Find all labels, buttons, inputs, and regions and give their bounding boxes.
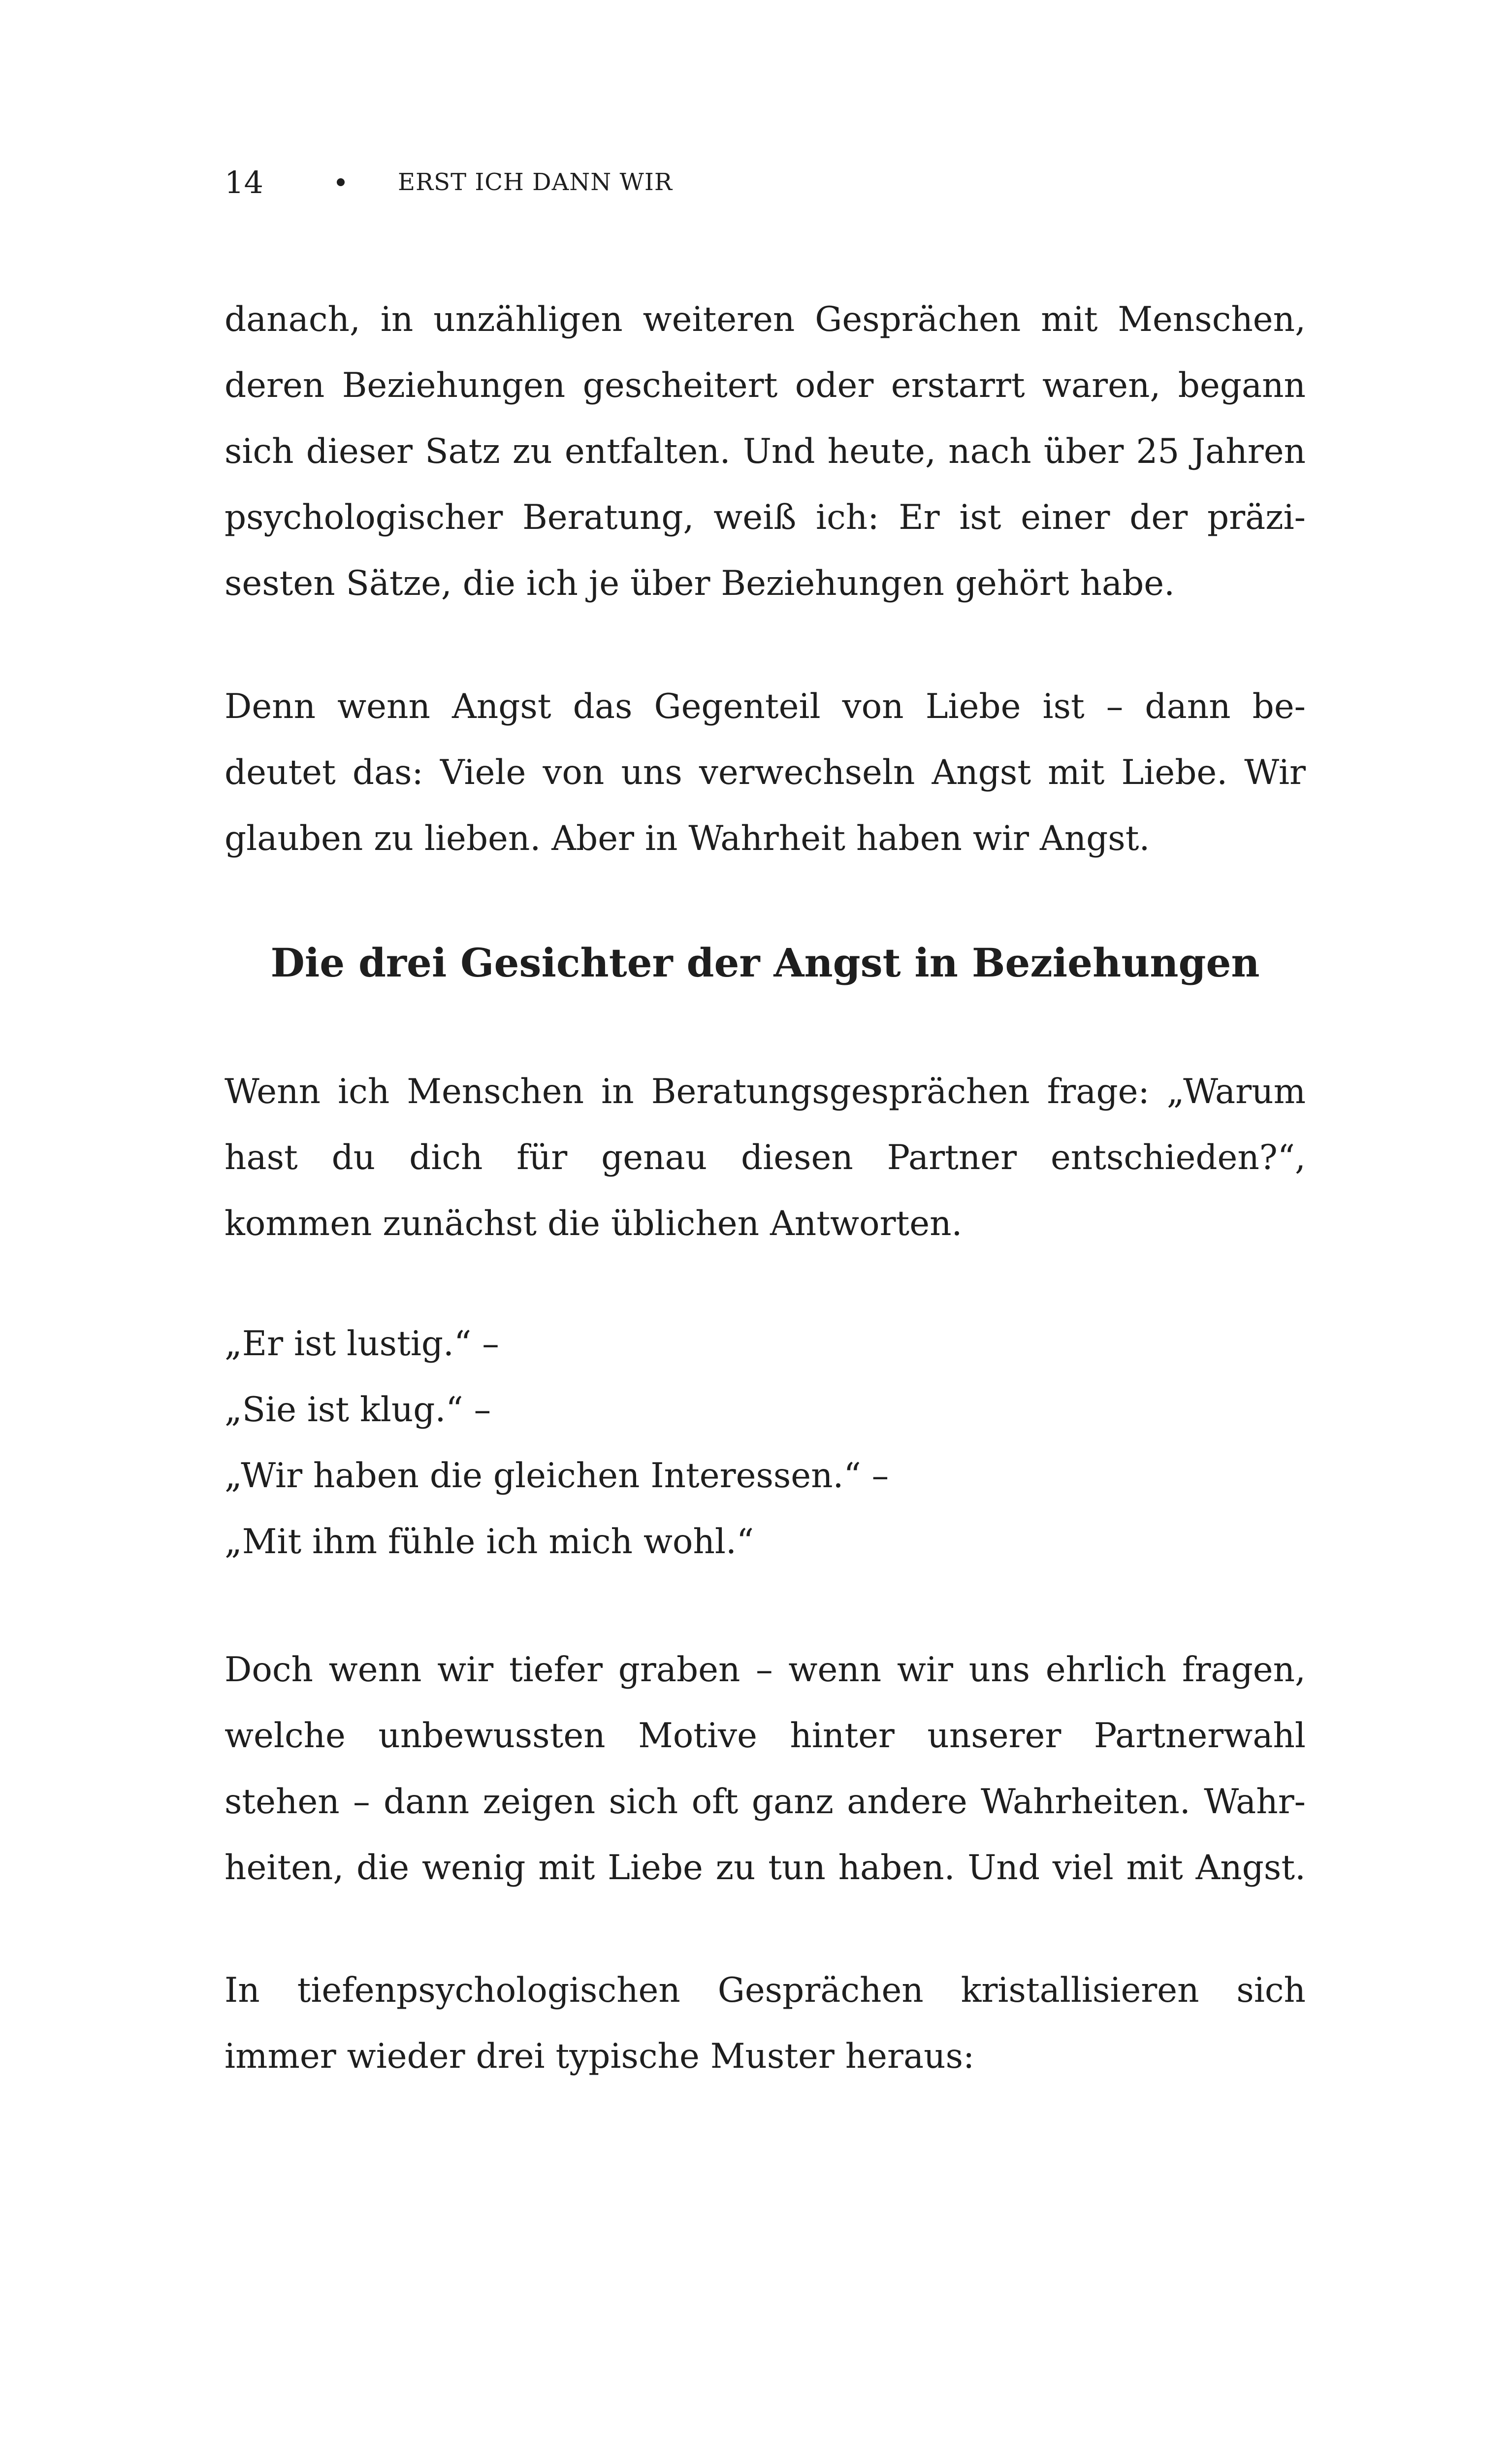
running-head (225, 163, 1308, 202)
text-line: Doch wenn wir tiefer graben – wenn wir uns ehrlich fragen, (225, 1650, 1306, 1690)
paragraph-1 (225, 287, 1306, 617)
paragraph-3 (225, 1059, 1306, 1257)
text-line: welche unbewussten Motive hinter unserer Partnerwahl (225, 1716, 1306, 1756)
page-number: 14 (225, 164, 263, 200)
text-line: sich dieser Satz zu entfalten. Und heute, nach über 25 Jahren (225, 432, 1306, 471)
text-line: immer wieder drei typische Muster heraus: (225, 2037, 975, 2076)
quote-item: „Mit ihm fühle ich mich wohl.“ (225, 1522, 754, 1562)
quote-list (225, 1311, 1306, 1575)
text-line: psychologischer Beratung, weiß ich: Er ist einer der präzi- (225, 498, 1306, 537)
quote-item: „Sie ist klug.“ – (225, 1390, 491, 1430)
text-line: glauben zu lieben. Aber in Wahrheit haben wir Angst. (225, 819, 1150, 858)
text-line: In tiefenpsychologischen Gesprächen kristallisieren sich (225, 1971, 1306, 2010)
quote-item: „Er ist lustig.“ – (225, 1324, 499, 1364)
section-heading: Die drei Gesichter der Angst in Beziehungen (270, 940, 1260, 986)
running-head-title: ERST ICH DANN WIR (398, 168, 673, 196)
text-line: Wenn ich Menschen in Beratungsgesprächen frage: „Warum (225, 1072, 1306, 1111)
text-line: deutet das: Viele von uns verwechseln Angst mit Liebe. Wir (225, 753, 1306, 792)
text-line: sesten Sätze, die ich je über Beziehungen gehört habe. (225, 564, 1175, 603)
text-line: heiten, die wenig mit Liebe zu tun haben. Und viel mit Angst. (225, 1848, 1306, 1888)
text-line: kommen zunächst die üblichen Antworten. (225, 1204, 963, 1243)
paragraph-2 (225, 674, 1306, 872)
paragraph-5 (225, 1957, 1306, 2089)
paragraph-4 (225, 1637, 1306, 1901)
text-line: Denn wenn Angst das Gegenteil von Liebe ist – dann be- (225, 687, 1306, 726)
quote-item: „Wir haben die gleichen Interessen.“ – (225, 1456, 889, 1496)
text-line: deren Beziehungen gescheitert oder erstarrt waren, begann (225, 366, 1306, 405)
text-line: stehen – dann zeigen sich oft ganz andere Wahrheiten. Wahr- (225, 1782, 1306, 1822)
bullet-separator-icon (337, 178, 345, 186)
text-line: hast du dich für genau diesen Partner entschieden?“, (225, 1138, 1306, 1177)
text-line: danach, in unzähligen weiteren Gesprächen mit Menschen, (225, 300, 1306, 339)
